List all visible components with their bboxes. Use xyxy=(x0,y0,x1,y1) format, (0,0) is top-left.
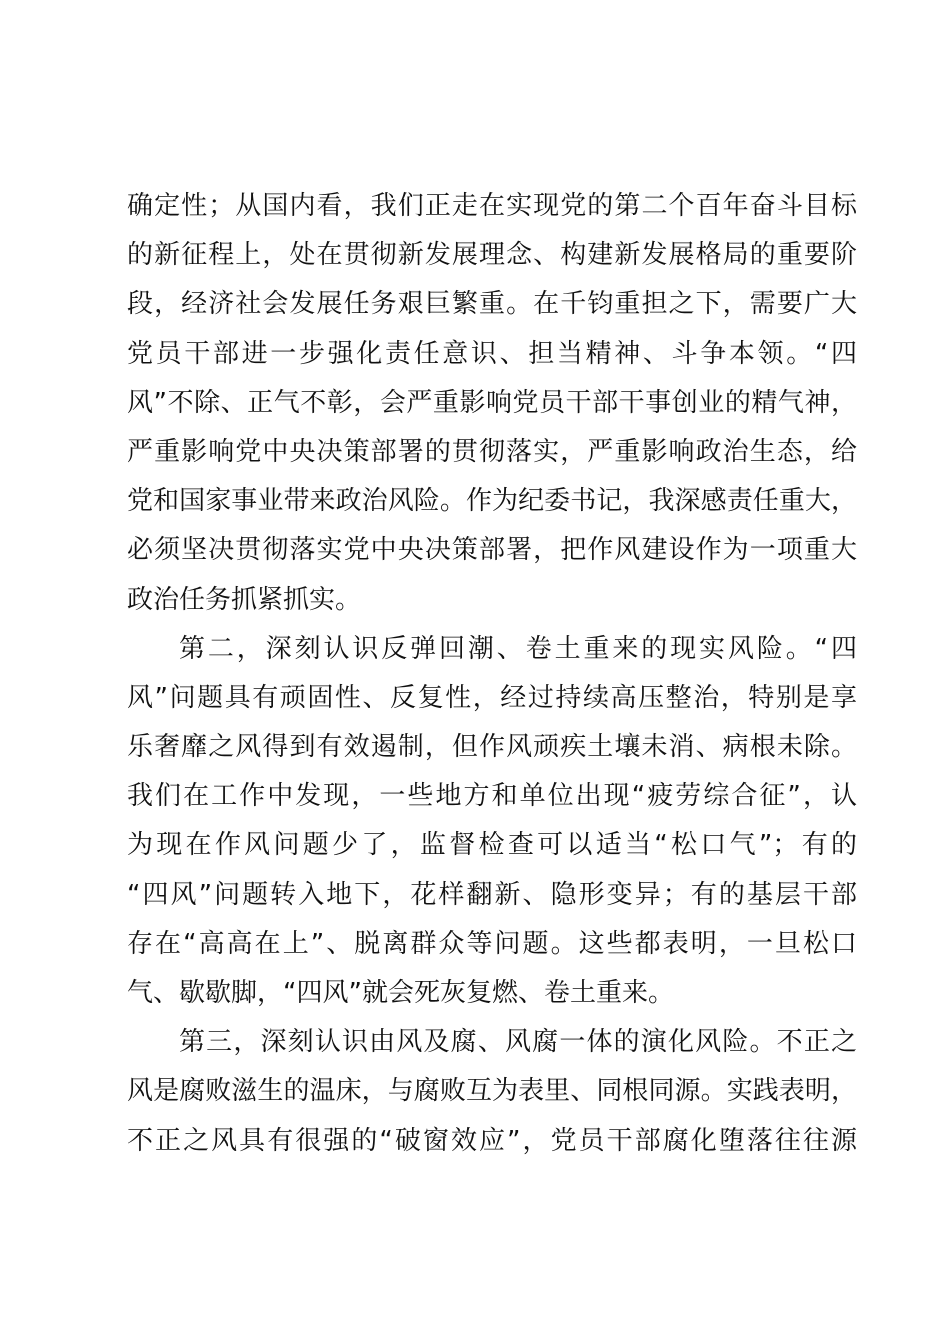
text-line: 确定性；从国内看，我们正走在实现党的第二个百年奋斗目标 xyxy=(127,191,857,221)
text-line: 风”不除、正气不彰，会严重影响党员干部干事创业的精气神， xyxy=(127,387,857,418)
paragraph-start-line: 第三，深刻认识由风及腐、风腐一体的演化风险。不正之 xyxy=(179,1027,857,1058)
document-body xyxy=(127,182,857,1166)
text-line: 不正之风具有很强的“破窗效应”，党员干部腐化堕落往往源 xyxy=(127,1125,857,1156)
text-line: 存在“高高在上”、脱离群众等问题。这些都表明，一旦松口 xyxy=(127,928,857,959)
text-line: “四风”问题转入地下，花样翻新、隐形变异；有的基层干部 xyxy=(127,879,857,910)
text-line: 我们在工作中发现，一些地方和单位出现“疲劳综合征”，认 xyxy=(127,781,857,812)
text-line: 的新征程上，处在贯彻新发展理念、构建新发展格局的重要阶 xyxy=(127,240,857,271)
text-line: 风”问题具有顽固性、反复性，经过持续高压整治，特别是享 xyxy=(127,682,857,713)
text-line: 乐奢靡之风得到有效遏制，但作风顽疾土壤未消、病根未除。 xyxy=(127,732,857,763)
text-line: 政治任务抓紧抓实。 xyxy=(127,584,362,615)
text-line: 风是腐败滋生的温床，与腐败互为表里、同根同源。实践表明， xyxy=(127,1076,857,1107)
paragraph-start-line: 第二，深刻认识反弹回潮、卷土重来的现实风险。“四 xyxy=(179,633,857,664)
text-line: 党和国家事业带来政治风险。作为纪委书记，我深感责任重大， xyxy=(127,486,857,517)
text-line: 气、歇歇脚，“四风”就会死灰复燃、卷土重来。 xyxy=(127,978,674,1008)
text-line: 严重影响党中央决策部署的贯彻落实，严重影响政治生态，给 xyxy=(127,436,857,467)
text-line: 段，经济社会发展任务艰巨繁重。在千钧重担之下，需要广大 xyxy=(127,289,857,320)
text-line: 必须坚决贯彻落实党中央决策部署，把作风建设作为一项重大 xyxy=(127,535,857,566)
text-line: 党员干部进一步强化责任意识、担当精神、斗争本领。“四 xyxy=(127,338,857,369)
text-line: 为现在作风问题少了，监督检查可以适当“松口气”；有的 xyxy=(127,830,857,861)
